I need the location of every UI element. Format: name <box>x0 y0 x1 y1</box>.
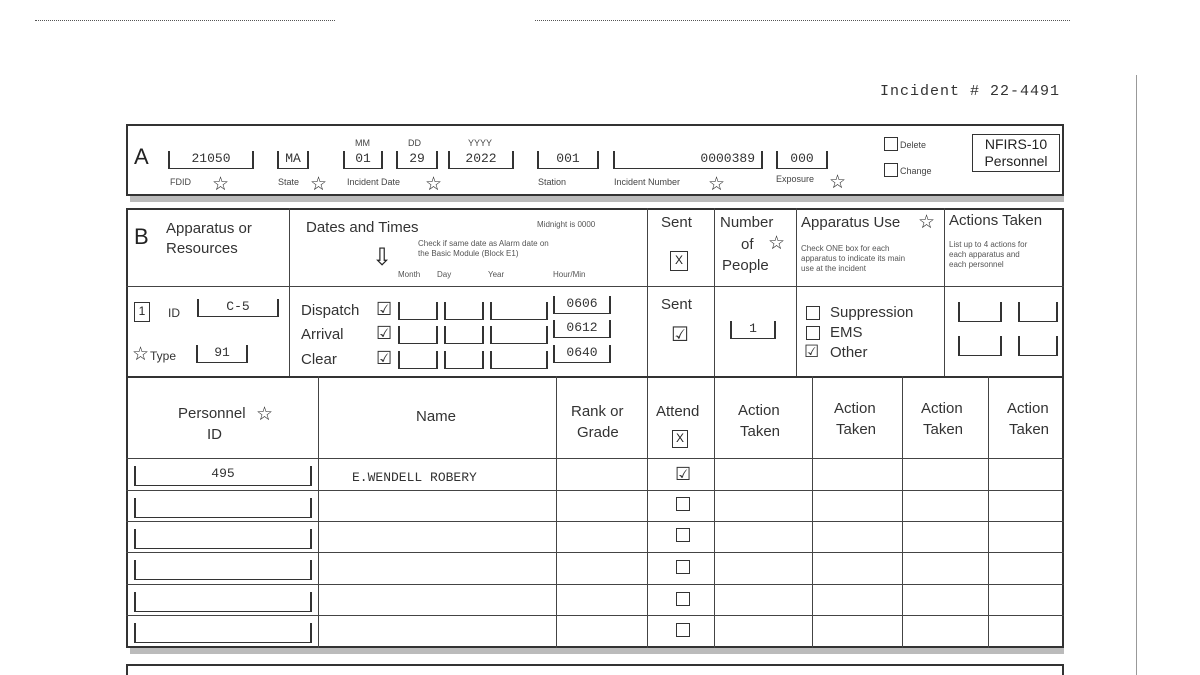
required-star-icon: ☆ <box>256 404 274 425</box>
action-taken-header-4: Action <box>1007 400 1049 417</box>
dispatch-label: Dispatch <box>301 302 360 319</box>
apparatus-action-2[interactable] <box>1018 302 1058 322</box>
divider <box>812 376 813 648</box>
section-a-letter: A <box>134 144 149 169</box>
mm-label: MM <box>355 138 370 148</box>
divider <box>796 208 797 376</box>
divider <box>944 208 945 376</box>
actions-taken-header: Actions Taken <box>949 212 1043 229</box>
arrival-month-field[interactable] <box>398 326 438 344</box>
table-row-line <box>126 521 1064 522</box>
personnel-id-field[interactable] <box>134 529 312 549</box>
table-row-line <box>126 490 1064 491</box>
personnel-id-header: Personnel <box>178 405 246 422</box>
sent-header-box: X <box>670 251 688 271</box>
required-star-icon: ☆ <box>212 174 230 195</box>
apparatus-action-1[interactable] <box>958 302 1002 322</box>
action-taken-header-2-line2: Taken <box>836 421 877 438</box>
suppression-label: Suppression <box>830 304 914 321</box>
people-count-field[interactable]: 1 <box>730 321 776 339</box>
sent-row-label: Sent <box>661 296 692 313</box>
personnel-id-field[interactable]: 495 <box>134 466 312 486</box>
next-section-edge <box>126 664 1064 675</box>
action-taken-header-2: Action <box>834 400 876 417</box>
arrival-day-field[interactable] <box>444 326 484 344</box>
yyyy-label: YYYY <box>468 138 493 148</box>
number-of-people-header: Number <box>720 214 774 231</box>
attend-checkbox[interactable] <box>676 497 690 511</box>
suppression-checkbox[interactable] <box>806 306 820 320</box>
dispatch-month-field[interactable] <box>398 302 438 320</box>
delete-label: Delete <box>900 140 927 150</box>
actions-taken-note-line2: each apparatus and <box>949 250 1020 259</box>
required-star-icon: ☆ <box>768 233 786 254</box>
clear-day-field[interactable] <box>444 351 484 369</box>
divider <box>647 208 648 648</box>
divider <box>126 376 1064 378</box>
apparatus-type-field[interactable]: 91 <box>196 345 248 363</box>
apparatus-action-4[interactable] <box>1018 336 1058 356</box>
attend-header: Attend <box>656 403 700 420</box>
attend-header-box: X <box>672 430 688 448</box>
action-taken-header-3: Action <box>921 400 963 417</box>
divider <box>714 208 715 648</box>
station-field[interactable]: 001 <box>537 151 599 169</box>
col-hour-min: Hour/Min <box>553 270 586 279</box>
action-taken-header-4-line2: Taken <box>1009 421 1050 438</box>
dd-label: DD <box>408 138 421 148</box>
attend-checkbox[interactable]: ☑ <box>675 464 692 484</box>
arrival-time-field[interactable]: 0612 <box>553 320 611 338</box>
fdid-label: FDID <box>170 177 191 187</box>
section-b-shadow <box>130 648 1064 654</box>
action-taken-header-3-line2: Taken <box>923 421 964 438</box>
dispatch-day-field[interactable] <box>444 302 484 320</box>
apparatus-header-line2: Resources <box>166 240 238 257</box>
incident-number-header: Incident # 22-4491 <box>880 83 1061 100</box>
table-row-line <box>126 584 1064 585</box>
ems-checkbox[interactable] <box>806 326 820 340</box>
section-b-letter: B <box>134 224 149 249</box>
dates-check-note-line2: the Basic Module (Block E1) <box>418 249 519 258</box>
table-row-line <box>126 458 1064 459</box>
number-of-people-header-line3: People <box>722 257 769 274</box>
top-rule-right <box>535 20 1070 21</box>
apparatus-use-header: Apparatus Use <box>801 214 901 231</box>
row-index-box: 1 <box>134 302 150 322</box>
attend-checkbox[interactable] <box>676 560 690 574</box>
arrival-label: Arrival <box>301 326 344 343</box>
divider <box>556 376 557 648</box>
page-edge <box>1136 75 1137 675</box>
divider <box>988 376 989 648</box>
change-checkbox[interactable] <box>884 163 898 177</box>
ems-label: EMS <box>830 324 863 341</box>
required-star-icon: ☆ <box>132 344 150 365</box>
col-year: Year <box>488 270 505 279</box>
sent-row-check[interactable]: ☑ <box>671 324 689 346</box>
other-checkbox[interactable]: ☑ <box>804 342 820 361</box>
clear-same-date-check[interactable]: ☑ <box>376 348 393 368</box>
dispatch-year-field[interactable] <box>490 302 548 320</box>
delete-checkbox[interactable] <box>884 137 898 151</box>
state-field[interactable]: MA <box>277 151 309 169</box>
dates-check-note: Check if same date as Alarm date on <box>418 239 549 248</box>
midnight-note: Midnight is 0000 <box>537 220 596 229</box>
other-label: Other <box>830 344 868 361</box>
incident-month-field[interactable]: 01 <box>343 151 383 169</box>
incident-date-label: Incident Date <box>347 177 401 187</box>
section-a-shadow <box>130 196 1064 202</box>
sent-header: Sent <box>661 214 692 231</box>
number-of-people-header-line2: of <box>741 236 754 253</box>
divider <box>318 376 319 648</box>
arrival-same-date-check[interactable]: ☑ <box>376 323 393 343</box>
apparatus-use-note-line3: use at the incident <box>801 264 866 273</box>
action-taken-header-1: Action <box>738 402 780 419</box>
clear-year-field[interactable] <box>490 351 548 369</box>
table-row-line <box>126 552 1064 553</box>
clear-month-field[interactable] <box>398 351 438 369</box>
required-star-icon: ☆ <box>918 212 936 233</box>
required-star-icon: ☆ <box>708 174 726 195</box>
incident-day-field[interactable]: 29 <box>396 151 438 169</box>
arrow-down-icon: ⇩ <box>372 244 393 271</box>
incident-number-field[interactable]: 0000389 <box>613 151 763 169</box>
name-header: Name <box>416 408 457 425</box>
col-day: Day <box>437 270 452 279</box>
change-label: Change <box>900 166 932 176</box>
attend-checkbox[interactable] <box>676 592 690 606</box>
form-title-badge <box>972 134 1060 172</box>
id-label: ID <box>168 306 180 320</box>
type-label: Type <box>150 349 177 363</box>
arrival-year-field[interactable] <box>490 326 548 344</box>
divider <box>126 286 1064 287</box>
exposure-label: Exposure <box>776 174 815 184</box>
incident-number-label: Incident Number <box>614 177 681 187</box>
personnel-id-field[interactable] <box>134 623 312 643</box>
required-star-icon: ☆ <box>310 174 328 195</box>
clear-time-field[interactable]: 0640 <box>553 345 611 363</box>
rank-header-line2: Grade <box>577 424 619 441</box>
table-row-line <box>126 615 1064 616</box>
apparatus-id-field[interactable]: C-5 <box>197 299 279 317</box>
divider <box>289 208 290 376</box>
action-taken-header-1-line2: Taken <box>740 423 781 440</box>
station-label: Station <box>538 177 567 187</box>
state-label: State <box>278 177 300 187</box>
personnel-id-field[interactable] <box>134 592 312 612</box>
apparatus-action-3[interactable] <box>958 336 1002 356</box>
exposure-field[interactable]: 000 <box>776 151 828 169</box>
apparatus-use-note-line2: apparatus to indicate its main <box>801 254 906 263</box>
attend-checkbox[interactable] <box>676 528 690 542</box>
required-star-icon: ☆ <box>425 174 443 195</box>
apparatus-use-note: Check ONE box for each <box>801 244 890 253</box>
personnel-id-field[interactable] <box>134 498 312 518</box>
dates-times-header: Dates and Times <box>306 219 419 236</box>
attend-checkbox[interactable] <box>676 623 690 637</box>
top-rule-left <box>35 20 335 21</box>
dispatch-time-field[interactable]: 0606 <box>553 296 611 314</box>
required-star-icon: ☆ <box>829 172 847 193</box>
divider <box>902 376 903 648</box>
actions-taken-note-line3: each personnel <box>949 260 1004 269</box>
clear-label: Clear <box>301 351 337 368</box>
actions-taken-note: List up to 4 actions for <box>949 240 1028 249</box>
apparatus-header: Apparatus or <box>166 220 252 237</box>
form-title-line2: Personnel <box>984 153 1048 169</box>
personnel-name[interactable]: E.WENDELL ROBERY <box>352 470 477 485</box>
col-month: Month <box>398 270 421 279</box>
rank-header: Rank or <box>571 403 624 420</box>
form-title-line1: NFIRS-10 <box>984 136 1048 152</box>
fdid-field[interactable]: 21050 <box>168 151 254 169</box>
dispatch-same-date-check[interactable]: ☑ <box>376 299 393 319</box>
personnel-id-header-line2: ID <box>207 426 222 443</box>
personnel-id-field[interactable] <box>134 560 312 580</box>
incident-year-field[interactable]: 2022 <box>448 151 514 169</box>
